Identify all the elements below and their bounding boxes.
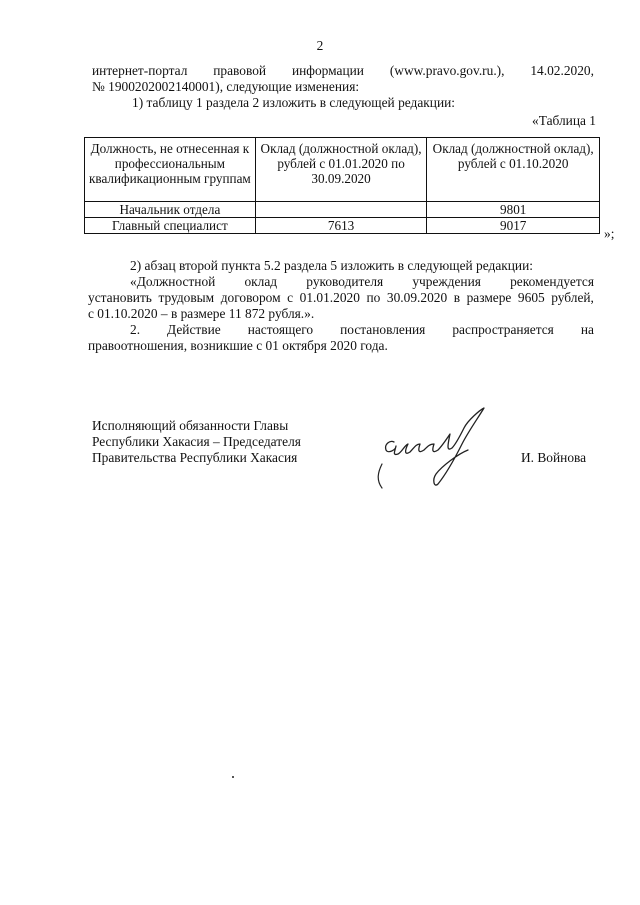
- word: информации: [291, 63, 364, 78]
- word: рекомендуется: [510, 274, 594, 289]
- word: 30.09.2020: [386, 290, 448, 305]
- word: 2.: [130, 322, 141, 337]
- word: на: [580, 322, 594, 337]
- signatory-title: [92, 418, 301, 466]
- word: по: [366, 290, 381, 305]
- intro-line-1: [92, 63, 594, 79]
- table-closing-quote: »;: [604, 226, 615, 241]
- word: настоящего: [247, 322, 314, 337]
- word: 14.02.2020,: [530, 63, 594, 78]
- word: трудовым: [158, 290, 215, 305]
- word: постановления: [340, 322, 426, 337]
- cell-salary-1: 7613: [255, 218, 427, 234]
- signatory-title-line: Правительства Республики Хакасия: [92, 450, 298, 465]
- point-2-line-1: [130, 322, 594, 338]
- signatory-title-line: Республики Хакасия – Председателя: [92, 434, 301, 449]
- table-row: [85, 202, 600, 218]
- header-position: Должность, не отнесенная к профессиональным квалификационным группам: [85, 138, 256, 202]
- signatory-name: И. Войнова: [521, 450, 587, 465]
- word: с: [287, 290, 294, 305]
- word: руководителя: [306, 274, 384, 289]
- word: учреждения: [412, 274, 481, 289]
- quote-line-1: [130, 274, 594, 290]
- word: правовой: [213, 63, 267, 78]
- word: установить: [88, 290, 152, 305]
- cell-salary-1: [255, 202, 427, 218]
- word: «Должностной: [130, 274, 216, 289]
- header-salary-period-2: Оклад (должностной оклад), рублей с 01.10.2020: [427, 138, 600, 202]
- salary-table: [84, 137, 600, 234]
- scan-speck: [232, 776, 234, 778]
- word: оклад: [244, 274, 278, 289]
- word: (www.pravo.gov.ru.),: [389, 63, 505, 78]
- word: договором: [220, 290, 281, 305]
- cell-salary-2: 9801: [427, 202, 600, 218]
- table-header-row: [85, 138, 600, 202]
- cell-position: Начальник отдела: [85, 202, 256, 218]
- word: распространяется: [452, 322, 554, 337]
- quote-line-3: с 01.10.2020 – в размере 11 872 рубля.».: [88, 306, 315, 321]
- point-2-line-2: правоотношения, возникшие с 01 октября 2020 года.: [88, 338, 388, 353]
- table-caption: «Таблица 1: [532, 113, 596, 128]
- page-number: 2: [316, 38, 324, 53]
- word: интернет-портал: [92, 63, 188, 78]
- header-salary-period-1: Оклад (должностной оклад), рублей с 01.01.2020 по 30.09.2020: [255, 138, 427, 202]
- item-2-text: 2) абзац второй пункта 5.2 раздела 5 изложить в следующей редакции:: [130, 258, 533, 273]
- handwritten-signature: [368, 404, 498, 494]
- word: размере: [466, 290, 512, 305]
- word: 9605: [517, 290, 545, 305]
- word: Действие: [167, 322, 221, 337]
- word: 01.01.2020: [299, 290, 360, 305]
- table-row: [85, 218, 600, 234]
- item-1-text: 1) таблицу 1 раздела 2 изложить в следующей редакции:: [132, 95, 456, 110]
- cell-position: Главный специалист: [85, 218, 256, 234]
- intro-line-2: № 1900202002140001), следующие изменения:: [92, 79, 360, 94]
- word: рублей,: [551, 290, 594, 305]
- signatory-title-line: Исполняющий обязанности Главы: [92, 418, 289, 433]
- cell-salary-2: 9017: [427, 218, 600, 234]
- quote-line-2: [88, 290, 594, 306]
- word: в: [453, 290, 461, 305]
